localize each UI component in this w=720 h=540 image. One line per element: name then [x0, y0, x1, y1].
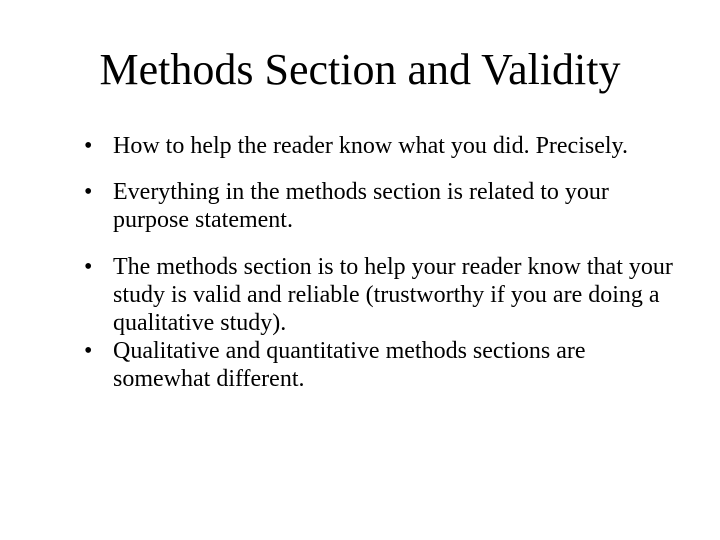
bullet-item: [84, 253, 684, 337]
bullet-item: [84, 132, 684, 160]
bullet-text: The methods section is to help your reader know that your study is valid and reliable (trustworthy if you are doing a qualitative study).: [113, 254, 673, 336]
bullet-text: Qualitative and quantitative methods sections are somewhat different.: [113, 338, 586, 392]
bullet-text: How to help the reader know what you did. Precisely.: [113, 133, 628, 159]
bullet-text: Everything in the methods section is related to your purpose statement.: [113, 179, 609, 233]
bullet-icon: •: [84, 133, 93, 159]
bullet-item: [84, 337, 684, 393]
slide-title: Methods Section and Validity: [99, 45, 621, 94]
bullet-icon: •: [84, 338, 93, 364]
bullet-list: [84, 132, 684, 393]
bullet-icon: •: [84, 254, 93, 280]
bullet-item: [84, 178, 684, 234]
bullet-icon: •: [84, 179, 93, 205]
